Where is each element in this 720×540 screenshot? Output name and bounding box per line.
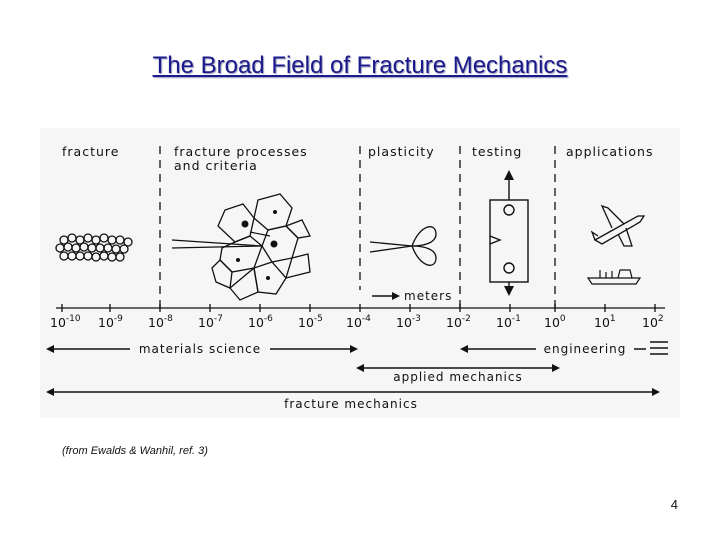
tick-label: $10^{-1}$: [496, 314, 521, 330]
engineering-label: engineering: [543, 342, 627, 356]
meters-label: meters: [404, 289, 453, 303]
arrow-down-icon: [504, 286, 514, 296]
tick-label: $10^{-10}$: [50, 314, 81, 330]
column-header-fracture: fracture: [62, 144, 120, 159]
column-header-processes-line2: and criteria: [174, 158, 258, 173]
tick-label: $10^{-3}$: [396, 314, 421, 330]
tick-label: $10^0$: [544, 314, 566, 330]
fracture-mechanics-diagram: [40, 128, 680, 418]
arrow-left-icon: [356, 364, 364, 372]
tick-label: $10^{-4}$: [346, 314, 371, 330]
fracture-mechanics-label: fracture mechanics: [284, 397, 418, 411]
tick-label: $10^1$: [594, 314, 616, 330]
arrow-left-icon: [46, 388, 54, 396]
ship-icon: [588, 270, 640, 284]
arrow-right-icon: [350, 345, 358, 353]
column-header-plasticity: plasticity: [368, 144, 435, 159]
arrow-left-icon: [460, 345, 468, 353]
tick-label: $10^{-8}$: [148, 314, 173, 330]
arrow-up-icon: [504, 170, 514, 180]
tick-label: $10^{-6}$: [248, 314, 273, 330]
arrow-right-icon: [652, 388, 660, 396]
plastic-zone-illustration: [370, 227, 436, 266]
column-header-processes: fracture processes: [174, 144, 308, 159]
meters-arrow-head-icon: [392, 292, 400, 300]
applied-mechanics-label: applied mechanics: [393, 370, 523, 384]
page-number: 4: [670, 497, 678, 512]
tick-label: $10^2$: [642, 314, 664, 330]
test-specimen-illustration: [490, 172, 528, 294]
scale-tick-labels: [50, 314, 664, 330]
tick-label: $10^{-7}$: [198, 314, 223, 330]
arrow-right-icon: [552, 364, 560, 372]
arrow-left-icon: [46, 345, 54, 353]
airplane-icon: [592, 206, 644, 246]
materials-science-label: materials science: [138, 342, 262, 356]
atoms-illustration: [56, 234, 132, 261]
tick-label: $10^{-9}$: [98, 314, 123, 330]
slide-title: The Broad Field of Fracture Mechanics: [152, 52, 568, 79]
diagram-canvas: [40, 128, 680, 418]
figure-caption: (from Ewalds & Wanhil, ref. 3): [62, 445, 208, 457]
column-header-testing: testing: [472, 144, 523, 159]
column-header-applications: applications: [566, 144, 654, 159]
tick-label: $10^{-2}$: [446, 314, 471, 330]
tick-label: $10^{-5}$: [298, 314, 323, 330]
